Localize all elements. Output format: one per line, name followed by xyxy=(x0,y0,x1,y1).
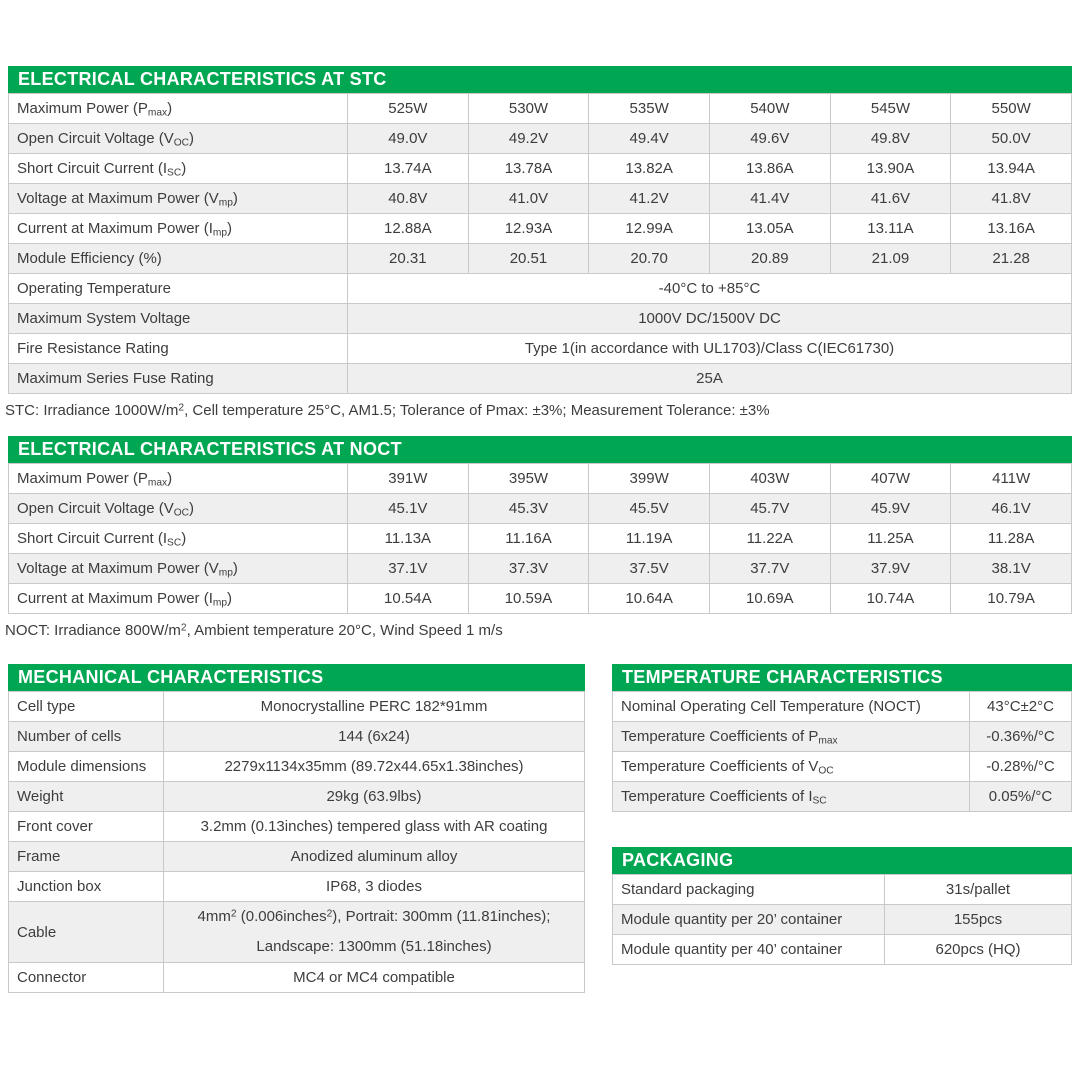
spec-value: 12.99A xyxy=(589,214,710,244)
spec-label: Connector xyxy=(9,963,164,993)
spec-value: 25A xyxy=(348,364,1072,394)
spec-value: 1000V DC/1500V DC xyxy=(348,304,1072,334)
spec-value: 535W xyxy=(589,94,710,124)
table-row xyxy=(9,584,1072,614)
spec-value: 12.93A xyxy=(468,214,589,244)
spec-value: 20.31 xyxy=(348,244,469,274)
mechanical-section xyxy=(8,664,585,993)
stc-section xyxy=(5,66,1072,419)
spec-label: Junction box xyxy=(9,872,164,902)
table-row xyxy=(9,872,585,902)
spec-value: 37.7V xyxy=(709,554,830,584)
spec-label: Temperature Coefficients of $V_{OC}$ xyxy=(613,752,970,782)
spec-value: Type 1(in accordance with UL1703)/Class C(IEC61730) xyxy=(348,334,1072,364)
table-row xyxy=(9,524,1072,554)
spec-value: 20.70 xyxy=(589,244,710,274)
table-row xyxy=(9,494,1072,524)
spec-value: 49.0V xyxy=(348,124,469,154)
spec-label: Operating Temperature xyxy=(9,274,348,304)
spec-value: 550W xyxy=(951,94,1072,124)
spec-value: 2279x1134x35mm (89.72x44.65x1.38inches) xyxy=(164,752,585,782)
spec-label: Module quantity per 20’ container xyxy=(613,905,885,935)
packaging-table xyxy=(612,874,1072,965)
spec-value: 41.6V xyxy=(830,184,951,214)
spec-value: 37.5V xyxy=(589,554,710,584)
spec-label: Maximum Power $(P_{max})$ xyxy=(9,464,348,494)
spec-value: 38.1V xyxy=(951,554,1072,584)
table-row xyxy=(9,154,1072,184)
spec-value: 13.16A xyxy=(951,214,1072,244)
spec-label: Nominal Operating Cell Temperature (NOCT) xyxy=(613,692,970,722)
table-row xyxy=(9,963,585,993)
spec-value: 20.89 xyxy=(709,244,830,274)
section-title-text: ELECTRICAL CHARACTERISTICS AT STC xyxy=(18,69,387,89)
spec-value: 10.59A xyxy=(468,584,589,614)
spec-value: 11.13A xyxy=(348,524,469,554)
spec-value: 11.25A xyxy=(830,524,951,554)
spec-value: 13.86A xyxy=(709,154,830,184)
table-row xyxy=(9,902,585,963)
spec-value: IP68, 3 diodes xyxy=(164,872,585,902)
section-title-text: TEMPERATURE CHARACTERISTICS xyxy=(622,667,943,687)
spec-value: 3.2mm (0.13inches) tempered glass with AR coating xyxy=(164,812,585,842)
table-row xyxy=(9,214,1072,244)
spec-value: Monocrystalline PERC 182*91mm xyxy=(164,692,585,722)
table-row xyxy=(9,464,1072,494)
spec-label: Open Circuit Voltage $(V_{OC})$ xyxy=(9,124,348,154)
section-title-text: MECHANICAL CHARACTERISTICS xyxy=(18,667,324,687)
table-row xyxy=(613,935,1072,965)
spec-value: 407W xyxy=(830,464,951,494)
table-row xyxy=(613,722,1072,752)
spec-label: Maximum Power $(P_{max})$ xyxy=(9,94,348,124)
table-row xyxy=(9,334,1072,364)
table-row xyxy=(9,692,585,722)
spec-value: 13.11A xyxy=(830,214,951,244)
solar-panel-datasheet xyxy=(5,66,1072,993)
spec-value: 13.05A xyxy=(709,214,830,244)
spec-value: 620pcs (HQ) xyxy=(885,935,1072,965)
spec-label: Current at Maximum Power $(I_{mp})$ xyxy=(9,214,348,244)
right-column xyxy=(612,664,1072,993)
stc-footnote: STC: Irradiance $1000W/m^2$, Cell temperature 25°C, AM1.5; Tolerance of Pmax: ±3%; Measurement Tolerance: ±3% xyxy=(5,402,770,419)
spec-value: 37.9V xyxy=(830,554,951,584)
spec-label: Cell type xyxy=(9,692,164,722)
spec-label: Voltage at Maximum Power $(V_{mp})$ xyxy=(9,184,348,214)
spec-value: 21.09 xyxy=(830,244,951,274)
temperature-section-title xyxy=(612,664,1072,691)
spec-label: Module Efficiency (%) xyxy=(9,244,348,274)
table-row xyxy=(9,812,585,842)
spec-value: 13.90A xyxy=(830,154,951,184)
spec-value: 45.9V xyxy=(830,494,951,524)
table-row xyxy=(9,304,1072,334)
noct-section-title xyxy=(8,436,1072,463)
spec-label: Current at Maximum Power $(I_{mp})$ xyxy=(9,584,348,614)
temperature-characteristics-table xyxy=(612,691,1072,812)
table-row xyxy=(9,244,1072,274)
spec-value: 41.8V xyxy=(951,184,1072,214)
spec-value: 11.28A xyxy=(951,524,1072,554)
spec-value-line-2: Landscape: 1300mm (51.18inches) xyxy=(256,938,492,955)
temperature-section xyxy=(612,664,1072,812)
table-row xyxy=(9,782,585,812)
stc-table xyxy=(8,93,1072,394)
spec-value: 525W xyxy=(348,94,469,124)
spec-value: 37.3V xyxy=(468,554,589,584)
spec-label: Weight xyxy=(9,782,164,812)
spec-label: Short Circuit Current $(I_{SC})$ xyxy=(9,524,348,554)
spec-label: Maximum Series Fuse Rating xyxy=(9,364,348,394)
spec-label: Module dimensions xyxy=(9,752,164,782)
spec-value: 395W xyxy=(468,464,589,494)
spec-value: 41.2V xyxy=(589,184,710,214)
spec-value: Anodized aluminum alloy xyxy=(164,842,585,872)
spec-value: 49.2V xyxy=(468,124,589,154)
spec-value: 391W xyxy=(348,464,469,494)
packaging-section-title xyxy=(612,847,1072,874)
packaging-section xyxy=(612,847,1072,965)
spec-label: Temperature Coefficients of $I_{SC}$ xyxy=(613,782,970,812)
spec-value: 144 (6x24) xyxy=(164,722,585,752)
spec-value: 13.94A xyxy=(951,154,1072,184)
spec-value: -40°C to +85°C xyxy=(348,274,1072,304)
spec-value: 399W xyxy=(589,464,710,494)
table-row xyxy=(9,274,1072,304)
spec-value: 540W xyxy=(709,94,830,124)
table-row xyxy=(613,752,1072,782)
table-row xyxy=(9,94,1072,124)
table-row xyxy=(613,782,1072,812)
spec-value: 11.16A xyxy=(468,524,589,554)
spec-value: 13.78A xyxy=(468,154,589,184)
spec-value: 21.28 xyxy=(951,244,1072,274)
spec-value: 0.05%/°C xyxy=(970,782,1072,812)
spec-value: 411W xyxy=(951,464,1072,494)
spec-value: -0.36%/°C xyxy=(970,722,1072,752)
noct-footnote: NOCT: Irradiance $800W/m^2$, Ambient temperature 20°C, Wind Speed 1 m/s xyxy=(5,622,503,639)
spec-value: 10.74A xyxy=(830,584,951,614)
table-row xyxy=(9,554,1072,584)
spec-value: 41.0V xyxy=(468,184,589,214)
spec-label: Module quantity per 40’ container xyxy=(613,935,885,965)
spec-value: 403W xyxy=(709,464,830,494)
spec-label: Standard packaging xyxy=(613,875,885,905)
table-row xyxy=(9,124,1072,154)
table-row xyxy=(9,722,585,752)
spec-value: 20.51 xyxy=(468,244,589,274)
spec-label: Maximum System Voltage xyxy=(9,304,348,334)
spec-label: Open Circuit Voltage $(V_{OC})$ xyxy=(9,494,348,524)
table-row xyxy=(9,364,1072,394)
noct-table xyxy=(8,463,1072,614)
spec-value: 13.74A xyxy=(348,154,469,184)
spec-label: Cable xyxy=(9,902,164,963)
spec-value: 49.4V xyxy=(589,124,710,154)
table-row xyxy=(9,842,585,872)
mechanical-section-title xyxy=(8,664,585,691)
spec-value: 49.8V xyxy=(830,124,951,154)
spec-value: 45.3V xyxy=(468,494,589,524)
section-title-text: PACKAGING xyxy=(622,850,734,870)
bottom-section xyxy=(8,664,1072,993)
spec-value xyxy=(164,902,585,963)
spec-value: 10.64A xyxy=(589,584,710,614)
stc-section-title xyxy=(8,66,1072,93)
spec-label: Voltage at Maximum Power $(V_{mp})$ xyxy=(9,554,348,584)
table-row xyxy=(613,875,1072,905)
spec-value: 41.4V xyxy=(709,184,830,214)
spec-value: 45.7V xyxy=(709,494,830,524)
section-title-text: ELECTRICAL CHARACTERISTICS AT NOCT xyxy=(18,439,402,459)
spec-value: 12.88A xyxy=(348,214,469,244)
spec-value: 45.5V xyxy=(589,494,710,524)
table-row xyxy=(9,184,1072,214)
spec-value: 50.0V xyxy=(951,124,1072,154)
spec-value: 11.22A xyxy=(709,524,830,554)
spec-value: 11.19A xyxy=(589,524,710,554)
spec-value: 37.1V xyxy=(348,554,469,584)
spec-label: Front cover xyxy=(9,812,164,842)
spec-value: 49.6V xyxy=(709,124,830,154)
spec-value: 530W xyxy=(468,94,589,124)
spec-value: 46.1V xyxy=(951,494,1072,524)
spec-value: 10.79A xyxy=(951,584,1072,614)
spec-value: 31s/pallet xyxy=(885,875,1072,905)
spec-label: Short Circuit Current $(I_{SC})$ xyxy=(9,154,348,184)
spec-value: 43°C±2°C xyxy=(970,692,1072,722)
spec-value-line-1: $4mm^2$ (0.006inches$^2$), Portrait: 300mm (11.81inches); xyxy=(197,908,551,925)
noct-section xyxy=(5,436,1072,639)
spec-value: 545W xyxy=(830,94,951,124)
spec-value: 10.54A xyxy=(348,584,469,614)
spec-label: Fire Resistance Rating xyxy=(9,334,348,364)
spec-value: -0.28%/°C xyxy=(970,752,1072,782)
spec-value: 40.8V xyxy=(348,184,469,214)
spec-value: 155pcs xyxy=(885,905,1072,935)
spec-value: MC4 or MC4 compatible xyxy=(164,963,585,993)
spec-label: Number of cells xyxy=(9,722,164,752)
mechanical-table xyxy=(8,691,585,993)
spec-value: 13.82A xyxy=(589,154,710,184)
spec-value: 10.69A xyxy=(709,584,830,614)
table-row xyxy=(613,905,1072,935)
table-row xyxy=(613,692,1072,722)
table-row xyxy=(9,752,585,782)
spec-value: 29kg (63.9lbs) xyxy=(164,782,585,812)
spec-label: Frame xyxy=(9,842,164,872)
spec-label: Temperature Coefficients of $P_{max}$ xyxy=(613,722,970,752)
spec-value: 45.1V xyxy=(348,494,469,524)
